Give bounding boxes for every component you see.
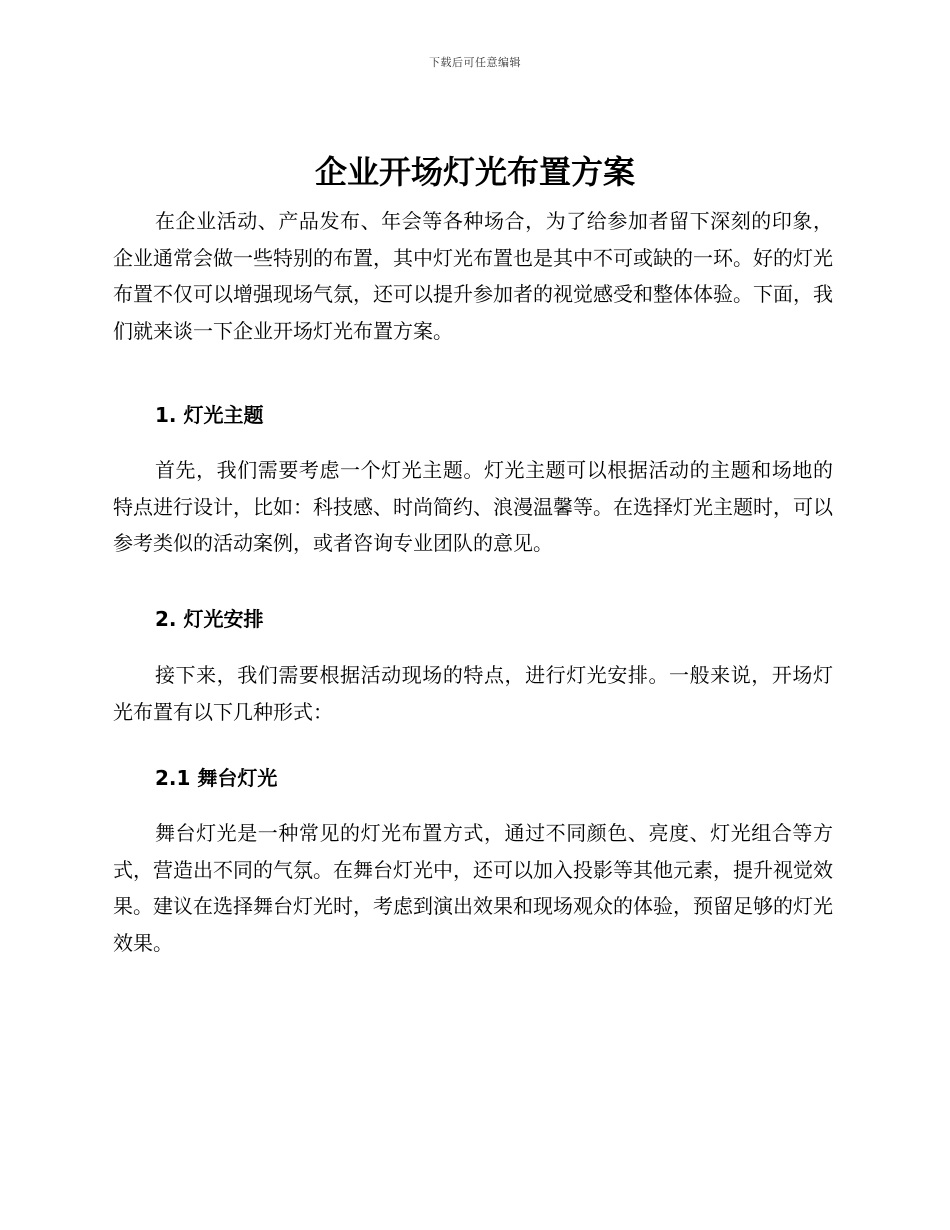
section-heading-lighting-theme: 1. 灯光主题	[155, 403, 264, 427]
section-body-stage-lighting: 舞台灯光是一种常见的灯光布置方式，通过不同颜色、亮度、灯光组合等方式，营造出不同的气氛。在舞台灯光中，还可以加入投影等其他元素，提升视觉效果。建议在选择舞台灯光时，考虑到演出效果和现场观众的体验，预留足够的灯光效果。	[113, 821, 833, 955]
section-heading-stage-lighting: 2.1 舞台灯光	[155, 766, 278, 790]
section-heading-lighting-arrangement: 2. 灯光安排	[155, 607, 264, 631]
section-body-lighting-arrangement: 接下来，我们需要根据活动现场的特点，进行灯光安排。一般来说，开场灯光布置有以下几种形式：	[113, 663, 833, 724]
page-header-note: 下载后可任意编辑	[429, 56, 521, 69]
section-body-lighting-theme: 首先，我们需要考虑一个灯光主题。灯光主题可以根据活动的主题和场地的特点进行设计，比如：科技感、时尚简约、浪漫温馨等。在选择灯光主题时，可以参考类似的活动案例，或者咨询专业团队的意见。	[113, 458, 833, 555]
intro-paragraph: 在企业活动、产品发布、年会等各种场合，为了给参加者留下深刻的印象，企业通常会做一些特别的布置，其中灯光布置也是其中不可或缺的一环。好的灯光布置不仅可以增强现场气氛，还可以提升参加者的视觉感受和整体体验。下面，我们就来谈一下企业开场灯光布置方案。	[113, 209, 833, 343]
document-title: 企业开场灯光布置方案	[314, 153, 635, 191]
